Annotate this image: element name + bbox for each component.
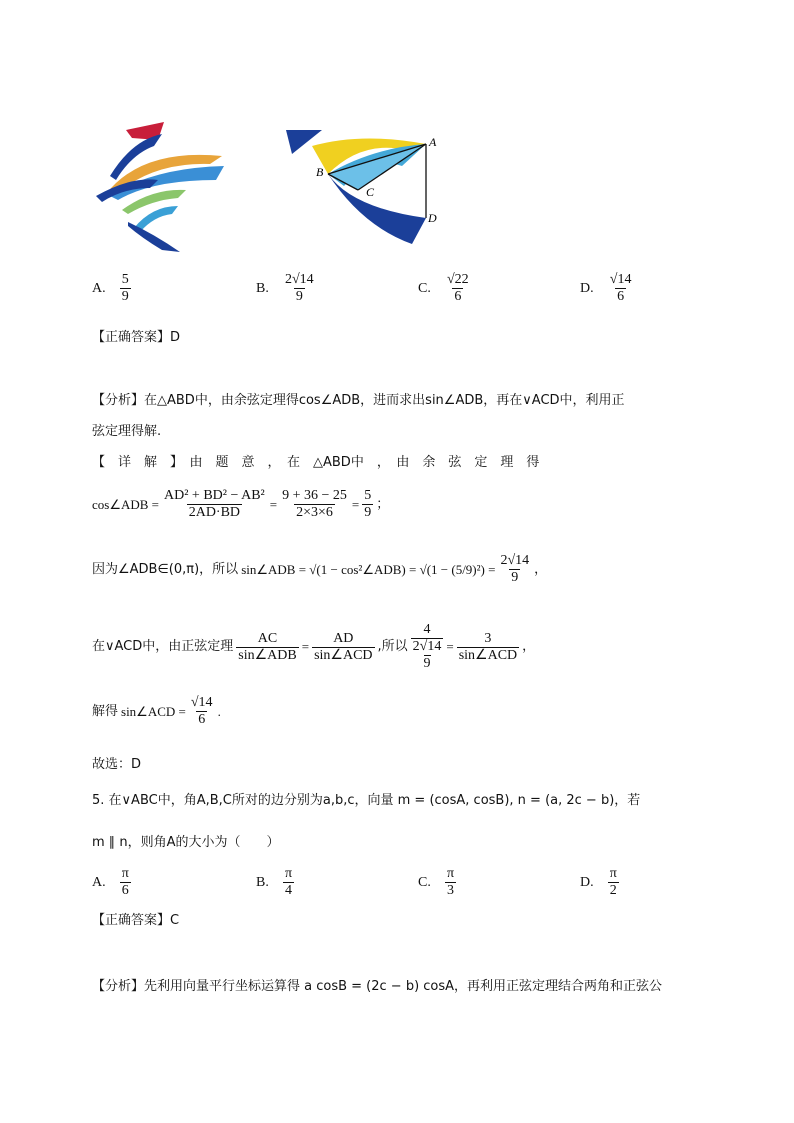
q5-answer: 【正确答案】C	[92, 913, 180, 928]
logo-figure	[92, 118, 227, 253]
q4-detail-head: 【 详 解 】 由 题 意 ， 在 △ABD中 ， 由 余 弦 定 理 得	[92, 455, 540, 470]
q4-solve: 解得 sin∠ACD = $\frac{√14}{6}$ .	[92, 695, 221, 727]
q5-option-c[interactable]: C. $\frac{\pi}{3}$	[418, 866, 455, 898]
q4-analysis-line2: 弦定理得解.	[92, 424, 162, 439]
q4-option-a[interactable]: A. $\frac{5}{9}$	[92, 272, 129, 304]
label-c: C	[366, 185, 375, 199]
label-d: D	[428, 211, 437, 225]
q5-option-b[interactable]: B. $\frac{\pi}{4}$	[256, 866, 293, 898]
q4-choose: 故选：D	[92, 757, 142, 772]
q4-option-d[interactable]: D. $\frac{√14}{6}$	[580, 272, 632, 304]
q5-option-d[interactable]: D. $\frac{\pi}{2}$	[580, 866, 617, 898]
q4-option-c[interactable]: C. $\frac{√22}{6}$	[418, 272, 469, 304]
triangle-figure	[282, 126, 447, 251]
q4-analysis-line1: 【分析】在△ABD中，由余弦定理得cos∠ADB，进而求出sin∠ADB，再在∨ACD中，利用正	[92, 393, 625, 408]
q5-option-a[interactable]: A. $\frac{\pi}{6}$	[92, 866, 129, 898]
q4-cos-equation: cos∠ADB = $\frac{\text{AD² + BD² − AB²}}{2AD\cdot BD}$ = $\frac{9 + 36 - 25}{2\times 3\times 6}$ = $\frac{5}{9}$ ；	[92, 488, 390, 520]
q4-sin-equation: 因为∠ADB∈(0,π)，所以 sin∠ADB = √(1 − cos²∠ADB) = √(1 − (5/9)²) = $\frac{2√14}{9}$ ，	[92, 553, 548, 585]
label-b: B	[316, 165, 324, 179]
q5-analysis: 【分析】先利用向量平行坐标运算得 a cosB = (2c − b) cosA，再利用正弦定理结合两角和正弦公	[92, 979, 663, 994]
q5-stem-line2: m ∥ n，则角A的大小为（ ）	[92, 835, 280, 850]
q4-answer: 【正确答案】D	[92, 330, 181, 345]
q4-law-of-sines: 在∨ACD中，由正弦定理 $\frac{AC}{\text{sin∠ADB}}$ = $\frac{AD}{\text{sin∠ACD}}$ ,所以 4 2√14 9 = $\frac{3}{\text{sin∠ACD}}$ ，	[92, 622, 536, 671]
q5-stem-line1: 5. 在∨ABC中，角A,B,C所对的边分别为a,b,c，向量 m = (cosA, cosB), n = (a, 2c − b)，若	[92, 793, 641, 808]
label-a: A	[429, 135, 437, 149]
q4-option-b[interactable]: B. $\frac{2√14}{9}$	[256, 272, 314, 304]
